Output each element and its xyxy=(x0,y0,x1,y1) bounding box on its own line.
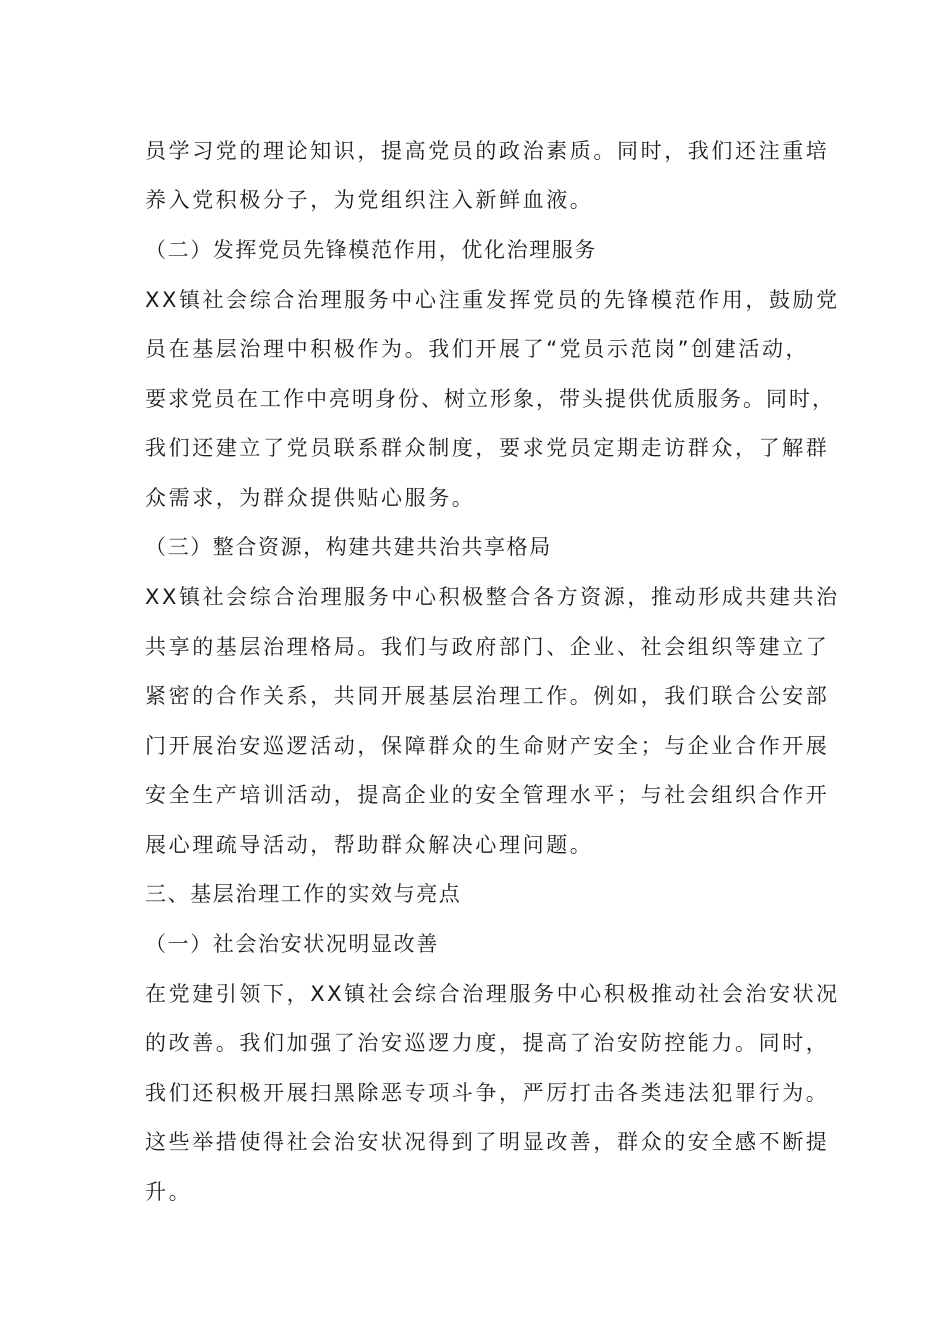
paragraph-line: 安全生产培训活动，提高企业的安全管理水平；与社会组织合作开 xyxy=(145,783,830,807)
paragraph-line: 共享的基层治理格局。我们与政府部门、企业、社会组织等建立了 xyxy=(145,635,830,659)
paragraph-line: 养入党积极分子，为党组织注入新鲜血液。 xyxy=(145,188,594,212)
paragraph-line: XX镇社会综合治理服务中心注重发挥党员的先锋模范作用，鼓励党 xyxy=(145,288,840,312)
section-heading: （三）整合资源，构建共建共治共享格局 xyxy=(145,535,552,559)
paragraph-line: 我们还建立了党员联系群众制度，要求党员定期走访群众，了解群 xyxy=(145,436,830,460)
paragraph-line: 展心理疏导活动，帮助群众解决心理问题。 xyxy=(145,833,594,857)
paragraph-line: 员学习党的理论知识，提高党员的政治素质。同时，我们还注重培 xyxy=(145,139,830,163)
subsection-heading: （一）社会治安状况明显改善 xyxy=(145,932,439,956)
paragraph-line: 众需求，为群众提供贴心服务。 xyxy=(145,486,476,510)
paragraph-line: 的改善。我们加强了治安巡逻力度，提高了治安防控能力。同时， xyxy=(145,1031,830,1055)
paragraph-line: 要求党员在工作中亮明身份、树立形象，带头提供优质服务。同时， xyxy=(145,387,835,411)
paragraph-line: 我们还积极开展扫黑除恶专项斗争，严厉打击各类违法犯罪行为。 xyxy=(145,1081,830,1105)
paragraph-line: 在党建引领下，XX镇社会综合治理服务中心积极推动社会治安状况 xyxy=(145,982,840,1006)
section-heading: （二）发挥党员先锋模范作用，优化治理服务 xyxy=(145,238,597,262)
paragraph-line: 紧密的合作关系，共同开展基层治理工作。例如，我们联合公安部 xyxy=(145,684,830,708)
paragraph-line: 员在基层治理中积极作为。我们开展了“党员示范岗”创建活动， xyxy=(145,337,810,361)
paragraph-line: 这些举措使得社会治安状况得到了明显改善，群众的安全感不断提 xyxy=(145,1130,830,1154)
paragraph-line: 升。 xyxy=(145,1180,193,1204)
section-heading: 三、基层治理工作的实效与亮点 xyxy=(145,882,462,906)
paragraph-line: 门开展治安巡逻活动，保障群众的生命财产安全；与企业合作开展 xyxy=(145,734,830,758)
paragraph-line: XX镇社会综合治理服务中心积极整合各方资源，推动形成共建共治 xyxy=(145,585,840,609)
